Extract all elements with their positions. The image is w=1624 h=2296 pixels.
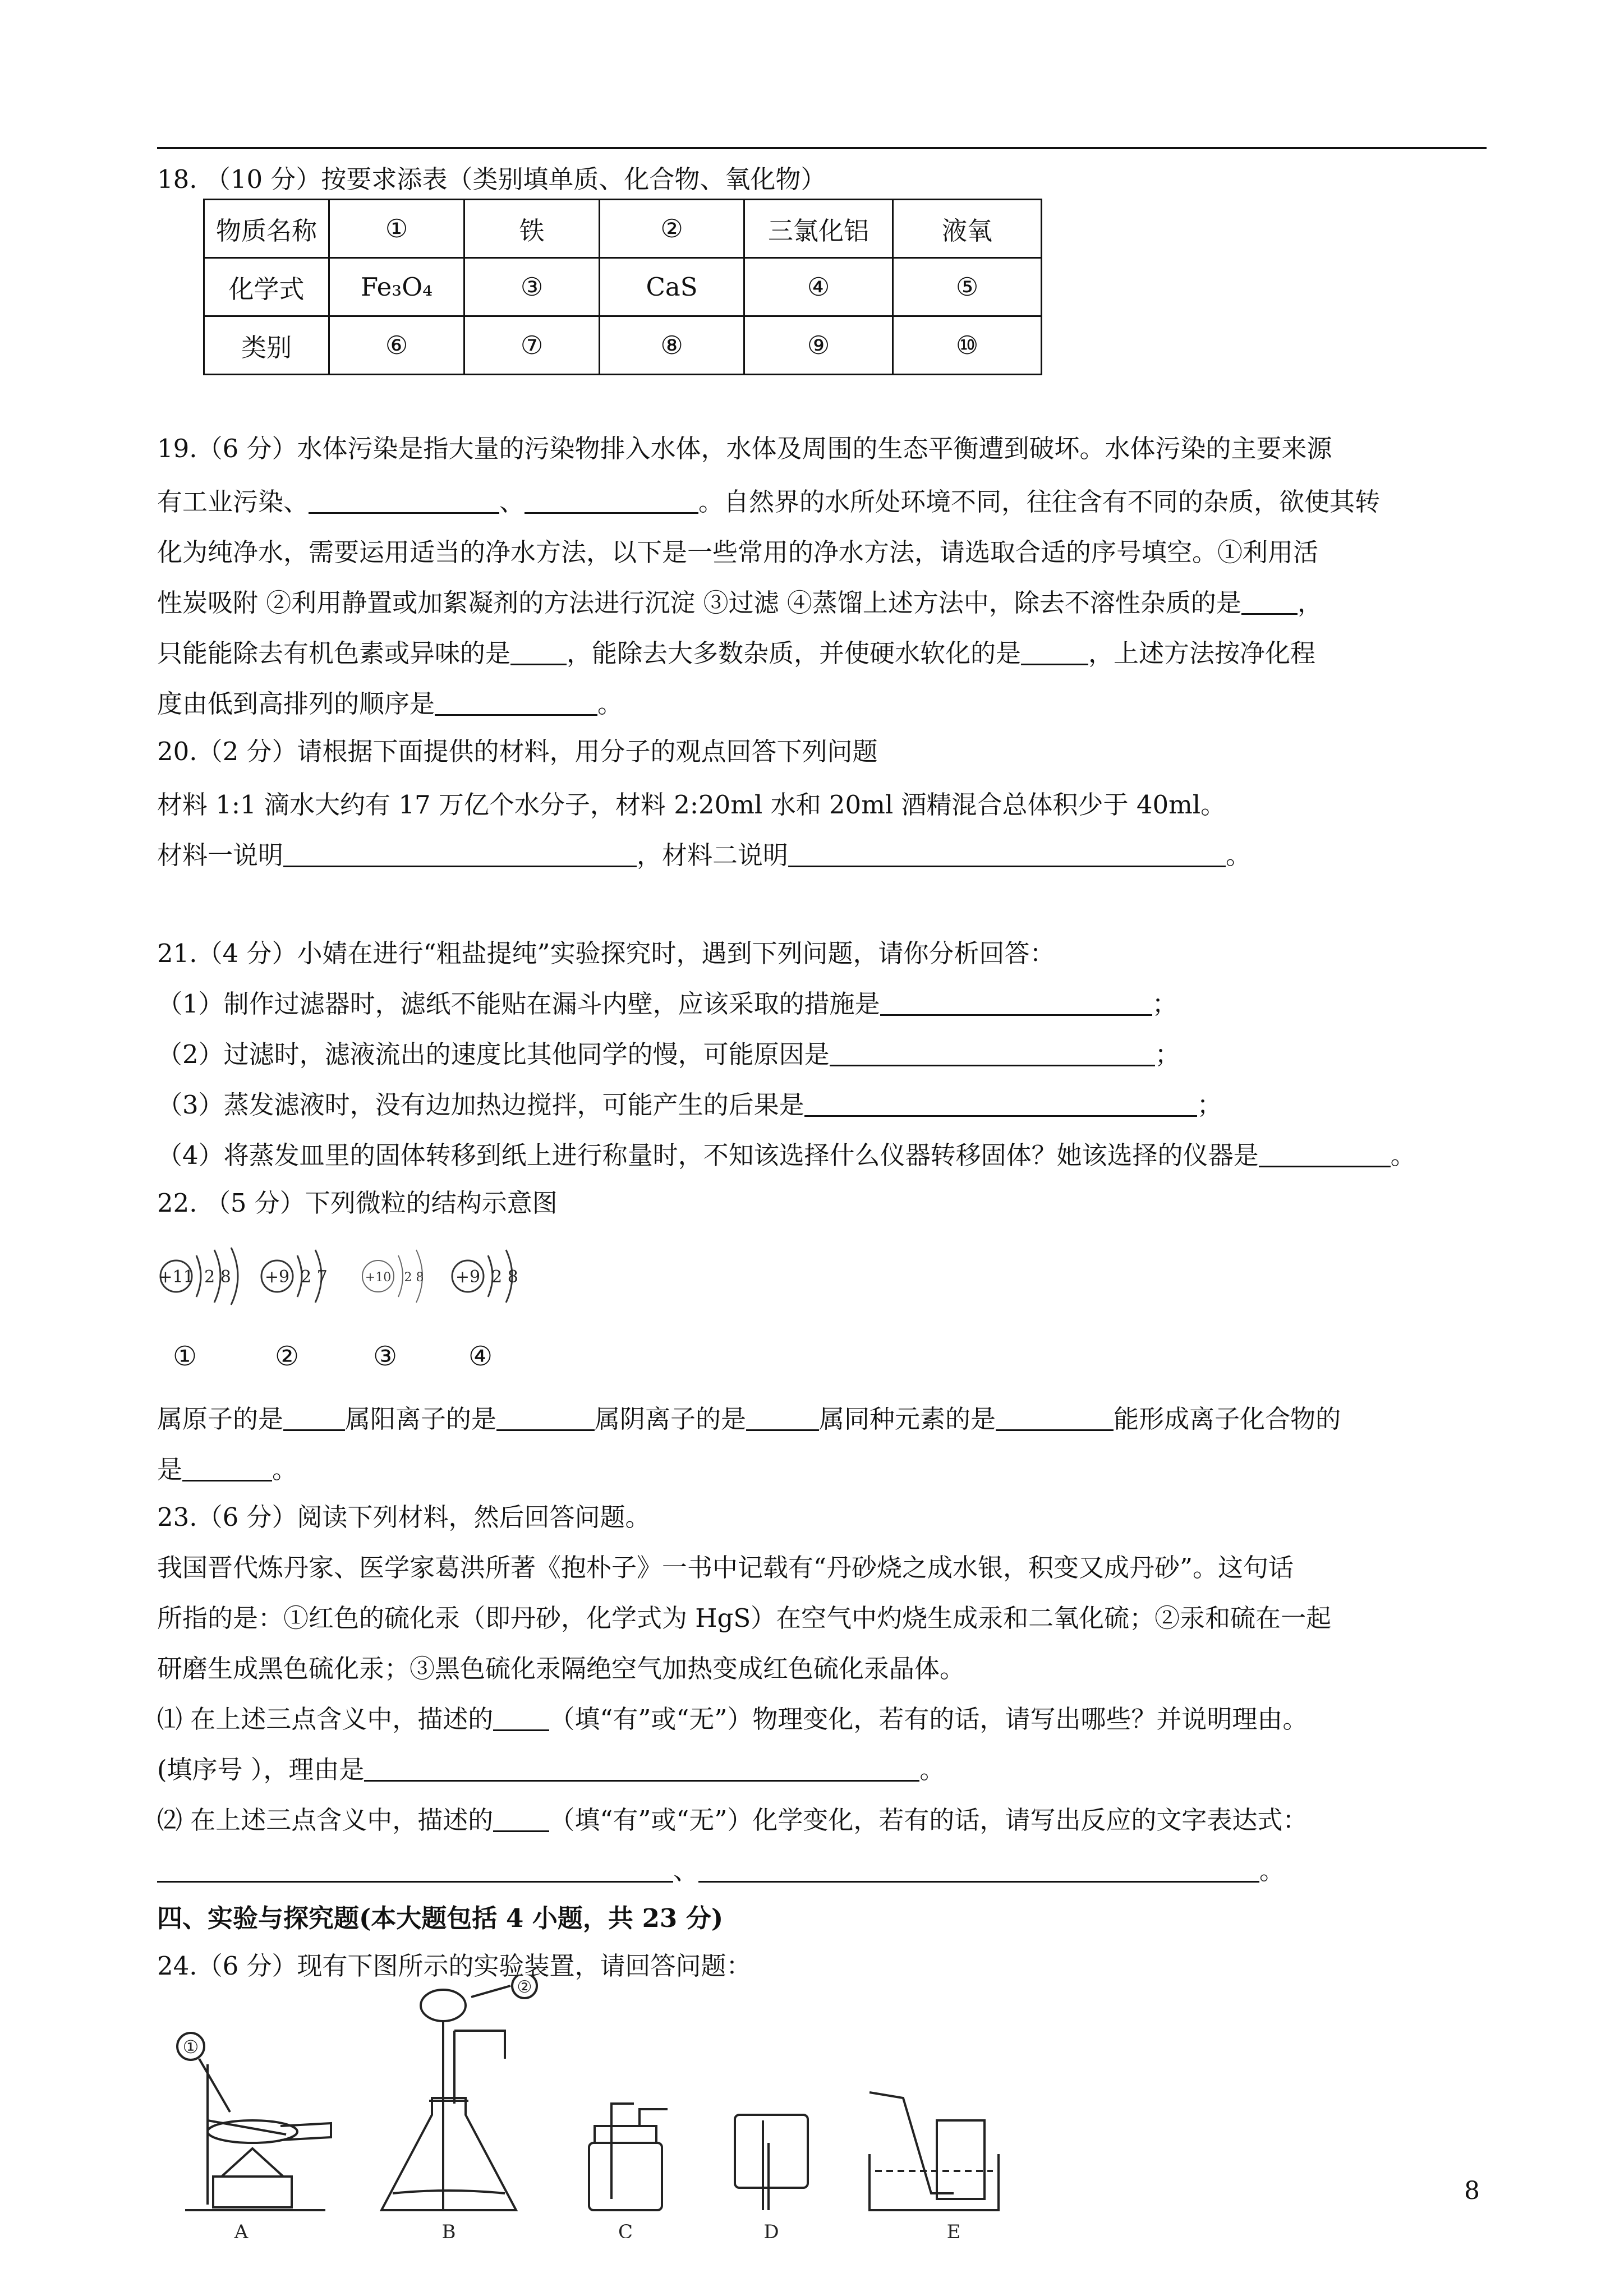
atom-label-4: ④ xyxy=(468,1341,493,1372)
shell-electrons: 2 8 xyxy=(491,1267,518,1287)
text: 。自然界的水所处环境不同，往往含有不同的杂质，欲使其转 xyxy=(698,487,1381,517)
answer-blank[interactable] xyxy=(525,486,698,514)
header-rule xyxy=(157,147,1487,149)
answer-blank[interactable] xyxy=(880,988,1152,1016)
atom-label-2: ② xyxy=(275,1341,300,1372)
answer-blank[interactable] xyxy=(1021,638,1088,665)
atom-diagram-3 xyxy=(359,1245,449,1307)
text: （3）蒸发滤液时，没有边加热边搅拌，可能产生的后果是 xyxy=(157,1090,804,1120)
text: ⑴ 在上述三点含义中，描述的 xyxy=(157,1704,494,1734)
text: 属同种元素的是 xyxy=(819,1404,996,1434)
text: ， xyxy=(1297,588,1323,618)
apparatus-d xyxy=(735,2115,808,2210)
q21-item-3 xyxy=(157,1088,1222,1122)
text: （填“有”或“无”）物理变化，若有的话，请写出哪些？并说明理由。 xyxy=(549,1704,1308,1734)
q20-line-2: 材料 1:1 滴水大约有 17 万亿个水分子，材料 2:20ml 水和 20ml 酒精混合总体积少于 40ml。 xyxy=(157,790,1226,820)
text: 。 xyxy=(1390,1140,1416,1170)
table-cell: ⑨ xyxy=(744,316,893,375)
atom-diagram-1 xyxy=(157,1245,247,1307)
table-cell: ③ xyxy=(464,258,600,316)
answer-blank[interactable] xyxy=(182,1454,272,1481)
q18-title: 18. （10 分）按要求添表（类别填单质、化合物、氧化物） xyxy=(157,164,826,194)
q20-line-1: 20.（2 分）请根据下面提供的材料，用分子的观点回答下列问题 xyxy=(157,737,878,766)
text: 。 xyxy=(272,1455,298,1484)
table-cell: 化学式 xyxy=(204,258,329,316)
table-cell: ① xyxy=(329,200,464,258)
answer-blank[interactable] xyxy=(364,1754,919,1782)
text: 、 xyxy=(499,487,525,517)
text: ； xyxy=(1154,1039,1180,1069)
table-cell: ⑤ xyxy=(893,258,1042,316)
nucleus-label: +9 xyxy=(264,1267,290,1287)
q22-line-3 xyxy=(157,1453,297,1487)
q23-line-4: 研磨生成黑色硫化汞；③黑色硫化汞隔绝空气加热变成红色硫化汞晶体。 xyxy=(157,1654,965,1683)
text: 属阳离子的是 xyxy=(345,1404,497,1434)
table-row xyxy=(204,200,1042,258)
q23-line-6 xyxy=(157,1753,945,1787)
table-cell: CaS xyxy=(600,258,744,316)
answer-blank[interactable] xyxy=(283,1404,345,1431)
answer-blank[interactable] xyxy=(996,1404,1114,1431)
apparatus-c xyxy=(589,2104,668,2210)
q23-line-7 xyxy=(157,1803,1308,1837)
answer-blank[interactable] xyxy=(493,1805,549,1832)
q19-line-1: 19.（6 分）水体污染是指大量的污染物排入水体，水体及周围的生态平衡遭到破坏。水体污染的主要来源 xyxy=(157,434,1332,463)
answer-blank[interactable] xyxy=(830,1039,1155,1066)
answer-blank[interactable] xyxy=(157,1855,673,1883)
text: 。 xyxy=(1259,1856,1285,1885)
answer-blank[interactable] xyxy=(496,1404,595,1431)
table-cell: ⑦ xyxy=(464,316,600,375)
lab-apparatus-diagram xyxy=(168,1975,1122,2238)
text: （2）过滤时，滤液流出的速度比其他同学的慢，可能原因是 xyxy=(157,1039,830,1069)
shell-electrons: 2 7 xyxy=(301,1267,328,1287)
text: 、 xyxy=(673,1856,699,1885)
text: ； xyxy=(1152,989,1177,1019)
atom-diagram-4 xyxy=(449,1245,539,1307)
apparatus-label-d: D xyxy=(763,2221,779,2238)
atom-diagram-2 xyxy=(258,1245,348,1307)
q21-line-1: 21.（4 分）小婧在进行“粗盐提纯”实验探究时，遇到下列问题，请你分析回答： xyxy=(157,938,1055,968)
text: 能形成离子化合物的 xyxy=(1114,1404,1341,1434)
answer-blank[interactable] xyxy=(746,1404,819,1431)
table-cell: ⑩ xyxy=(893,316,1042,375)
nucleus-label: +9 xyxy=(455,1267,481,1287)
text: （填“有”或“无”）化学变化，若有的话，请写出反应的文字表达式： xyxy=(549,1805,1308,1835)
answer-blank[interactable] xyxy=(493,1704,549,1731)
table-cell: 铁 xyxy=(464,200,600,258)
table-cell: 三氯化铝 xyxy=(744,200,893,258)
marker-1: ① xyxy=(182,2036,199,2058)
table-cell: 物质名称 xyxy=(204,200,329,258)
q23-line-1: 23.（6 分）阅读下列材料，然后回答问题。 xyxy=(157,1502,651,1532)
table-cell: ⑧ xyxy=(600,316,744,375)
text: 性炭吸附 ②利用静置或加絮凝剂的方法进行沉淀 ③过滤 ④蒸馏上述方法中，除去不溶性杂质的是 xyxy=(157,588,1241,618)
text: 。 xyxy=(1226,840,1252,870)
q22-line-2 xyxy=(157,1402,1341,1436)
text: 属原子的是 xyxy=(157,1404,284,1434)
table-cell: ④ xyxy=(744,258,893,316)
q23-line-5 xyxy=(157,1703,1308,1736)
shell-electrons: 2 8 xyxy=(404,1271,424,1285)
answer-blank[interactable] xyxy=(435,688,597,716)
atom-label-3: ③ xyxy=(373,1341,398,1372)
text: 有工业污染、 xyxy=(157,487,309,517)
nucleus-label: +11 xyxy=(158,1267,194,1287)
text: (填序号 ），理由是 xyxy=(157,1755,365,1784)
apparatus-label-b: B xyxy=(441,2221,456,2238)
answer-blank[interactable] xyxy=(698,1855,1259,1883)
answer-blank[interactable] xyxy=(788,840,1226,867)
table-cell: 类别 xyxy=(204,316,329,375)
section-heading: 四、实验与探究题(本大题包括 4 小题，共 23 分) xyxy=(157,1903,724,1933)
q19-line-6 xyxy=(157,687,623,721)
text: 。 xyxy=(597,689,623,719)
shell-electrons: 2 8 xyxy=(204,1267,231,1287)
q19-line-4 xyxy=(157,586,1323,620)
answer-blank[interactable] xyxy=(1241,587,1298,615)
apparatus-label-a: A xyxy=(234,2221,249,2238)
text: ，上述方法按净化程 xyxy=(1088,638,1316,668)
q23-line-8 xyxy=(157,1854,1285,1888)
table-row xyxy=(204,258,1042,316)
table-cell: Fe₃O₄ xyxy=(329,258,464,316)
text: ； xyxy=(1197,1090,1222,1120)
apparatus-label-e: E xyxy=(946,2221,961,2238)
answer-blank[interactable] xyxy=(309,486,499,514)
q19-line-3: 化为纯净水，需要运用适当的净水方法，以下是一些常用的净水方法，请选取合适的序号填空。①利用活 xyxy=(157,537,1319,567)
text: 。 xyxy=(919,1755,945,1784)
q23-line-3: 所指的是：①红色的硫化汞（即丹砂，化学式为 HgS）在空气中灼烧生成汞和二氧化硫；②汞和硫在一起 xyxy=(157,1603,1332,1633)
answer-blank[interactable] xyxy=(804,1089,1197,1117)
text: ，材料二说明 xyxy=(637,840,789,870)
q18-table xyxy=(203,199,1042,375)
q19-line-5 xyxy=(157,637,1315,670)
apparatus-label-c: C xyxy=(618,2221,633,2238)
q20-line-3 xyxy=(157,839,1251,872)
table-row xyxy=(204,316,1042,375)
apparatus-a xyxy=(177,2033,331,2210)
q21-item-4 xyxy=(157,1139,1416,1172)
answer-blank[interactable] xyxy=(1259,1140,1391,1167)
text: 属阴离子的是 xyxy=(595,1404,747,1434)
text: 度由低到高排列的顺序是 xyxy=(157,689,435,719)
text: 只能能除去有机色素或异味的是 xyxy=(157,638,511,668)
text: 是 xyxy=(157,1455,183,1484)
table-cell: 液氧 xyxy=(893,200,1042,258)
q24-line-1: 24.（6 分）现有下图所示的实验装置，请回答问题： xyxy=(157,1951,752,1981)
page-number: 8 xyxy=(1464,2177,1480,2205)
q22-line-1: 22. （5 分）下列微粒的结构示意图 xyxy=(157,1188,558,1218)
q19-line-2 xyxy=(157,485,1380,519)
marker-2: ② xyxy=(517,1977,532,1997)
q23-line-2: 我国晋代炼丹家、医学家葛洪所著《抱朴子》一书中记载有“丹砂烧之成水银，积变又成丹砂”。这句话 xyxy=(157,1553,1294,1582)
q21-item-1 xyxy=(157,987,1177,1021)
table-cell: ② xyxy=(600,200,744,258)
q21-item-2 xyxy=(157,1038,1180,1071)
answer-blank[interactable] xyxy=(510,638,567,665)
text: 材料一说明 xyxy=(157,840,284,870)
text: （4）将蒸发皿里的固体转移到纸上进行称量时，不知该选择什么仪器转移固体？她该选择的仪器是 xyxy=(157,1140,1259,1170)
atom-label-1: ① xyxy=(173,1341,197,1372)
table-cell: ⑥ xyxy=(329,316,464,375)
nucleus-label: +10 xyxy=(365,1271,392,1285)
apparatus-b xyxy=(381,1975,537,2210)
text: （1）制作过滤器时，滤纸不能贴在漏斗内壁，应该采取的措施是 xyxy=(157,989,880,1019)
apparatus-e xyxy=(869,2092,999,2210)
text: ⑵ 在上述三点含义中，描述的 xyxy=(157,1805,494,1835)
answer-blank[interactable] xyxy=(283,840,637,867)
text: ，能除去大多数杂质，并使硬水软化的是 xyxy=(567,638,1022,668)
